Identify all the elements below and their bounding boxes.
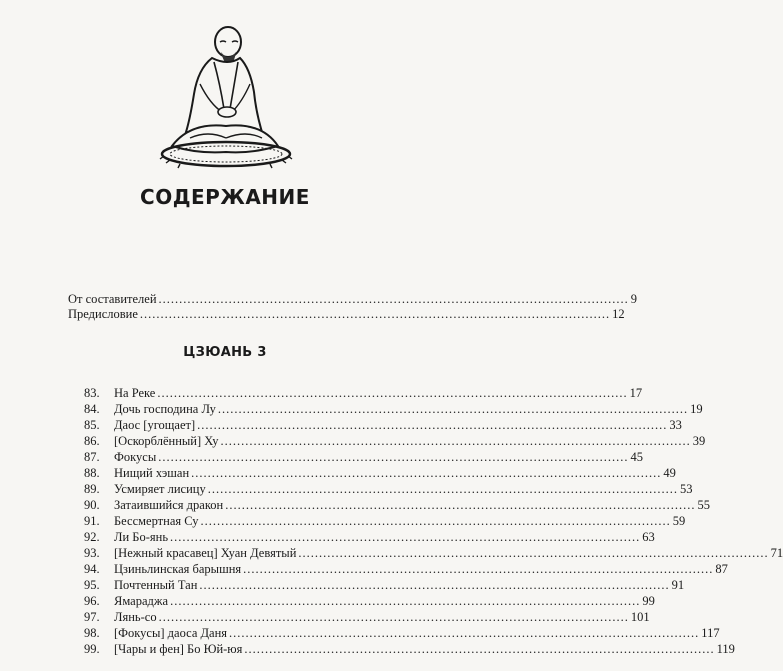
toc-entry [84, 593, 655, 609]
toc-entry [84, 513, 686, 529]
dot-leader: .................................................................................................................. [225, 498, 696, 512]
entry-number: 83. [84, 386, 100, 400]
entry-title: Фокусы [114, 450, 157, 464]
entry-page: 17 [629, 386, 643, 400]
toc-entry [84, 625, 720, 641]
entry-page: 87 [715, 562, 728, 576]
entry-title: [Оскорблённый] Ху [114, 434, 219, 448]
entry-number: 90. [84, 498, 100, 512]
entry-number: 91. [84, 514, 100, 528]
page-title: СОДЕРЖАНИЕ [140, 185, 310, 209]
entry-title: От составителей [68, 292, 157, 306]
dot-leader: .................................................................................................................. [158, 450, 629, 464]
dot-leader: .................................................................................................................. [298, 546, 769, 560]
entry-title: Усмиряет лисицу [114, 482, 206, 496]
dot-leader: .................................................................................................................. [217, 402, 689, 416]
entry-title: Нищий хэшан [114, 466, 190, 480]
entry-number: 96. [84, 594, 100, 608]
entry-title: На Реке [114, 386, 156, 400]
front-matter-entry [68, 306, 625, 322]
entry-page: 33 [669, 418, 682, 432]
section-heading: ЦЗЮАНЬ 3 [183, 345, 267, 360]
entry-title: Лянь-со [114, 610, 157, 624]
toc-entry [84, 417, 682, 433]
dot-leader: .................................................................................................................. [139, 307, 611, 321]
dot-leader: .................................................................................................................. [207, 482, 678, 496]
toc-entry [84, 641, 735, 657]
entry-page: 71 [770, 546, 783, 560]
entry-page: 99 [642, 594, 655, 608]
toc-entry [84, 465, 676, 481]
dot-leader: .................................................................................................................. [157, 386, 628, 400]
entry-page: 91 [671, 578, 685, 592]
entry-page: 53 [680, 482, 693, 496]
toc-entry [84, 529, 655, 545]
entry-title: Почтенный Тан [114, 578, 198, 592]
dot-leader: .................................................................................................................. [158, 610, 629, 624]
entry-title: [Фокусы] даоса Даня [114, 626, 228, 640]
entry-page: 63 [642, 530, 655, 544]
entry-page: 19 [690, 402, 703, 416]
entry-title: Бессмертная Су [114, 514, 199, 528]
toc-entry [84, 577, 685, 593]
dot-leader: .................................................................................................................. [170, 594, 641, 608]
toc-entry [84, 385, 643, 401]
dot-leader: .................................................................................................................. [191, 466, 662, 480]
entry-number: 84. [84, 402, 100, 416]
dot-leader: .................................................................................................................. [220, 434, 691, 448]
dot-leader: .................................................................................................................. [197, 418, 668, 432]
toc-entry [84, 481, 693, 497]
entry-title: Ли Бо-янь [114, 530, 169, 544]
dot-leader: .................................................................................................................. [170, 530, 641, 544]
entry-number: 86. [84, 434, 100, 448]
entry-number: 97. [84, 610, 100, 624]
entry-number: 99. [84, 642, 100, 656]
entry-title: [Нежный красавец] Хуан Девятый [114, 546, 297, 560]
entry-page: 101 [630, 610, 650, 624]
entry-number: 92. [84, 530, 100, 544]
front-matter-entry [68, 291, 638, 307]
toc-entry [84, 561, 728, 577]
entry-number: 87. [84, 450, 100, 464]
toc-entry [84, 609, 650, 625]
entry-page: 55 [697, 498, 710, 512]
entry-number: 95. [84, 578, 100, 592]
entry-title: Цзиньлинская барышня [114, 562, 242, 576]
seated-monk-illustration [150, 14, 300, 174]
entry-title: [Чары и фен] Бо Юй-юя [114, 642, 243, 656]
toc-entry [84, 449, 643, 465]
entry-number: 98. [84, 626, 100, 640]
toc-entry [84, 545, 783, 561]
entry-page: 12 [612, 307, 625, 321]
entry-page: 117 [701, 626, 720, 640]
entry-page: 45 [630, 450, 643, 464]
dot-leader: .................................................................................................................. [243, 562, 714, 576]
entry-title: Предисловие [68, 307, 138, 321]
entry-number: 94. [84, 562, 100, 576]
toc-entry [84, 401, 703, 417]
dot-leader: .................................................................................................................. [158, 292, 629, 306]
entry-title: Ямараджа [114, 594, 169, 608]
dot-leader: .................................................................................................................. [244, 642, 715, 656]
dot-leader: .................................................................................................................. [200, 514, 671, 528]
toc-entry [84, 497, 710, 513]
toc-entry [84, 433, 706, 449]
entry-page: 119 [716, 642, 735, 656]
entry-number: 89. [84, 482, 100, 496]
entry-title: Затаившийся дракон [114, 498, 224, 512]
entry-number: 88. [84, 466, 100, 480]
dot-leader: .................................................................................................................. [199, 578, 670, 592]
entry-title: Даос [угощает] [114, 418, 196, 432]
dot-leader: .................................................................................................................. [229, 626, 700, 640]
entry-title: Дочь господина Лу [114, 402, 216, 416]
entry-number: 93. [84, 546, 100, 560]
entry-page: 9 [630, 292, 638, 306]
entry-page: 59 [672, 514, 686, 528]
entry-page: 49 [663, 466, 676, 480]
entry-number: 85. [84, 418, 100, 432]
entry-page: 39 [692, 434, 706, 448]
